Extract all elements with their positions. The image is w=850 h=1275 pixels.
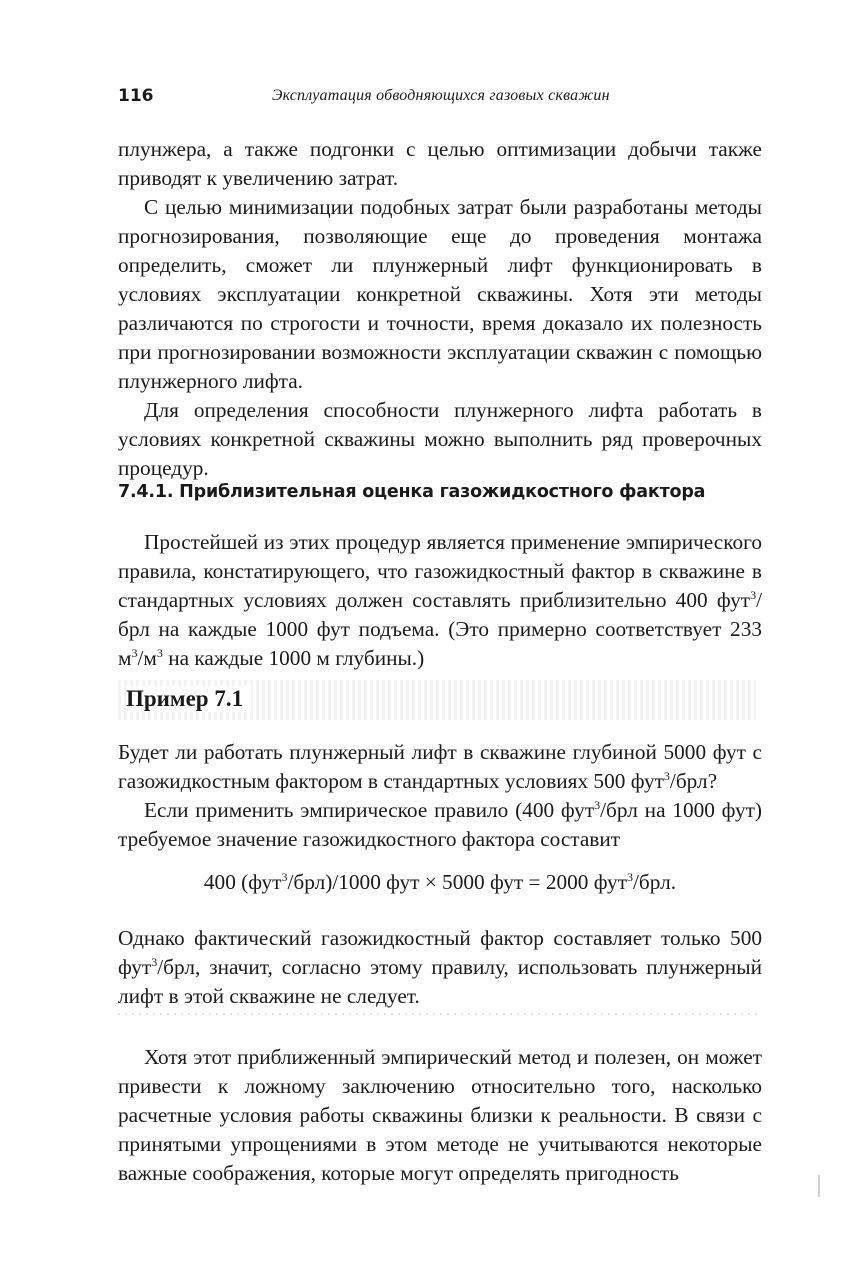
superscript: 3 [594,797,601,812]
text-run: /м [137,646,157,670]
page-header [118,86,762,112]
paragraph-rule-of-thumb [118,528,762,673]
example-question [118,738,762,796]
paragraph-test-procedures: Для определения способности плунжерного лифта работать в условиях конкретной скважины можно выполнить ряд проверочных процедур. [118,398,762,480]
example-banner [118,680,756,720]
paragraph-method-limitations: Хотя этот приближенный эмпирический метод и полезен, он может привести к ложному заключению относительно того, насколько расчетные условия работы скважины близки к реальности. В связи с принятыми упрощениями в этом методе не учитываются некоторые важные соображения, которые могут определять пригодность [118,1045,762,1185]
example-reasoning [118,796,762,854]
text-run: 400 (фут [203,870,282,894]
text-run: Если применить эмпирическое правило (400 фут [144,798,595,822]
text-run: Однако фактический газожидкостный фактор составляет только 500 фут [118,926,762,979]
running-title: Эксплуатация обводняющихся газовых скважин [272,87,610,104]
book-page [118,0,762,1275]
example-title: Пример 7.1 [126,686,251,712]
example-conclusion [118,924,762,1011]
example-formula [118,868,762,897]
superscript: 3 [750,587,757,602]
superscript: 3 [627,869,634,884]
paragraph-forecasting-methods: С целью минимизации подобных затрат были разработаны методы прогнозирования, позволяющие еще до проведения монтажа определить, сможет ли плунжерный лифт функционировать в условиях эксплуатации конкретной скважины. Хотя эти методы различаются по строгости и точности, время доказало их полезность при прогнозировании возможности эксплуатации скважин с помощью плунжерного лифта. [118,195,762,393]
text-run: /брл, значит, согласно этому правилу, использовать плунжерный лифт в этой скважине не следует. [118,955,762,1008]
section-heading: 7.4.1. Приблизительная оценка газожидкостного фактора [118,482,706,502]
superscript: 3 [663,768,670,783]
example-body [118,738,762,854]
intro-text [118,135,762,483]
text-run: /брл на каждые 1000 фут подъема. (Это примерно соответствует 233 м [118,588,762,670]
section-7-4-1 [118,482,762,502]
text-run: /брл на 1000 фут) требуемое значение газожидкостного фактора составит [118,798,763,851]
text-run: Простейшей из этих процедур является применение эмпирического правила, констатирующего, что газожидкостный фактор в скважине в стандартных условиях должен составлять приблизительно 400 фут [118,530,762,612]
paragraph-continuation: плунжера, а также подгонки с целью оптимизации добычи также приводят к увеличению затрат. [118,137,762,190]
superscript: 3 [281,869,288,884]
superscript: 3 [151,954,158,969]
closing-text [118,1043,762,1188]
page-number: 116 [118,86,154,106]
example-end-divider [118,1013,758,1015]
text-run: на каждые 1000 м глубины.) [162,646,425,670]
superscript: 3 [131,645,138,660]
text-run: /брл. [633,870,677,894]
text-run: /брл? [669,769,718,793]
text-run: /брл)/1000 фут × 5000 фут = 2000 фут [287,870,628,894]
scan-edge-mark [818,1175,820,1197]
text-run: Будет ли работать плунжерный лифт в скважине глубиной 5000 фут с газожидкостным фактором в стандартных условиях 500 фут [118,740,762,793]
section-body [118,528,762,673]
superscript: 3 [156,645,163,660]
example-conclusion-block [118,924,762,1011]
